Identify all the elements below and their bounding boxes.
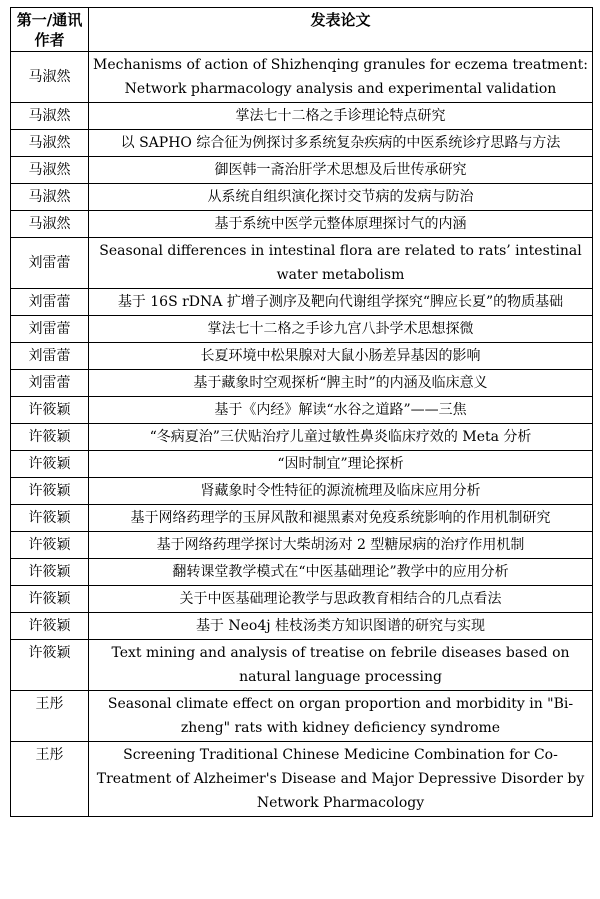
table-row	[11, 370, 593, 397]
paper-title-cell: 掌法七十二格之手诊理论特点研究	[89, 103, 593, 130]
table-row	[11, 52, 593, 103]
author-cell: 王彤	[11, 691, 89, 742]
header-author: 第一/通讯作者	[11, 8, 89, 52]
table-row	[11, 316, 593, 343]
paper-title-cell: Screening Traditional Chinese Medicine Combination for Co-Treatment of Alzheimer's Disease and Major Depressive Disorder by Network Pharmacology	[89, 742, 593, 817]
paper-title-cell: 基于系统中医学元整体原理探讨气的内涵	[89, 211, 593, 238]
author-cell: 马淑然	[11, 157, 89, 184]
paper-title-cell: 从系统自组织演化探讨交节病的发病与防治	[89, 184, 593, 211]
author-cell: 许筱颖	[11, 640, 89, 691]
paper-title-cell: 基于《内经》解读“水谷之道路”——三焦	[89, 397, 593, 424]
paper-title-cell: Mechanisms of action of Shizhenqing granules for eczema treatment: Network pharmacology analysis and experimental validation	[89, 52, 593, 103]
table-row	[11, 238, 593, 289]
paper-title-cell: 基于网络药理学的玉屏风散和褪黑素对免疫系统影响的作用机制研究	[89, 505, 593, 532]
paper-title-cell: 基于 Neo4j 桂枝汤类方知识图谱的研究与实现	[89, 613, 593, 640]
table-row	[11, 742, 593, 817]
author-cell: 刘雷蕾	[11, 370, 89, 397]
author-cell: 刘雷蕾	[11, 316, 89, 343]
paper-title-cell: Text mining and analysis of treatise on febrile diseases based on natural language processing	[89, 640, 593, 691]
table-row	[11, 505, 593, 532]
paper-title-cell: 掌法七十二格之手诊九宫八卦学术思想探微	[89, 316, 593, 343]
table-row	[11, 691, 593, 742]
publications-table	[10, 7, 593, 817]
table-row	[11, 343, 593, 370]
table-row	[11, 103, 593, 130]
table-row	[11, 451, 593, 478]
author-cell: 许筱颖	[11, 613, 89, 640]
table-row	[11, 289, 593, 316]
table-row	[11, 532, 593, 559]
author-cell: 马淑然	[11, 103, 89, 130]
paper-title-cell: Seasonal climate effect on organ proportion and morbidity in "Bi-zheng" rats with kidney deficiency syndrome	[89, 691, 593, 742]
paper-title-cell: “冬病夏治”三伏贴治疗儿童过敏性鼻炎临床疗效的 Meta 分析	[89, 424, 593, 451]
table-row	[11, 613, 593, 640]
table-row	[11, 478, 593, 505]
paper-title-cell: 翻转课堂教学模式在“中医基础理论”教学中的应用分析	[89, 559, 593, 586]
paper-title-cell: 关于中医基础理论教学与思政教育相结合的几点看法	[89, 586, 593, 613]
author-cell: 许筱颖	[11, 451, 89, 478]
author-cell: 刘雷蕾	[11, 289, 89, 316]
author-cell: 许筱颖	[11, 532, 89, 559]
author-cell: 马淑然	[11, 184, 89, 211]
page	[10, 7, 593, 817]
author-cell: 刘雷蕾	[11, 238, 89, 289]
paper-title-cell: 以 SAPHO 综合征为例探讨多系统复杂疾病的中医系统诊疗思路与方法	[89, 130, 593, 157]
table-row	[11, 397, 593, 424]
table-row	[11, 559, 593, 586]
table-row	[11, 157, 593, 184]
table-header-row	[11, 8, 593, 52]
paper-title-cell: “因时制宜”理论探析	[89, 451, 593, 478]
author-cell: 许筱颖	[11, 586, 89, 613]
paper-title-cell: 基于藏象时空观探析“脾主时”的内涵及临床意义	[89, 370, 593, 397]
paper-title-cell: 基于 16S rDNA 扩增子测序及靶向代谢组学探究“脾应长夏”的物质基础	[89, 289, 593, 316]
paper-title-cell: Seasonal differences in intestinal flora are related to rats’ intestinal water metabolism	[89, 238, 593, 289]
table-row	[11, 424, 593, 451]
paper-title-cell: 御医韩一斋治肝学术思想及后世传承研究	[89, 157, 593, 184]
author-cell: 许筱颖	[11, 478, 89, 505]
author-cell: 马淑然	[11, 211, 89, 238]
paper-title-cell: 基于网络药理学探讨大柴胡汤对 2 型糖尿病的治疗作用机制	[89, 532, 593, 559]
table-row	[11, 586, 593, 613]
author-cell: 许筱颖	[11, 424, 89, 451]
author-cell: 许筱颖	[11, 397, 89, 424]
author-cell: 刘雷蕾	[11, 343, 89, 370]
author-cell: 王彤	[11, 742, 89, 817]
header-paper: 发表论文	[89, 8, 593, 52]
table-row	[11, 640, 593, 691]
author-cell: 马淑然	[11, 130, 89, 157]
table-row	[11, 130, 593, 157]
paper-title-cell: 肾藏象时令性特征的源流梳理及临床应用分析	[89, 478, 593, 505]
paper-title-cell: 长夏环境中松果腺对大鼠小肠差异基因的影响	[89, 343, 593, 370]
table-row	[11, 211, 593, 238]
table-row	[11, 184, 593, 211]
author-cell: 许筱颖	[11, 505, 89, 532]
author-cell: 马淑然	[11, 52, 89, 103]
author-cell: 许筱颖	[11, 559, 89, 586]
